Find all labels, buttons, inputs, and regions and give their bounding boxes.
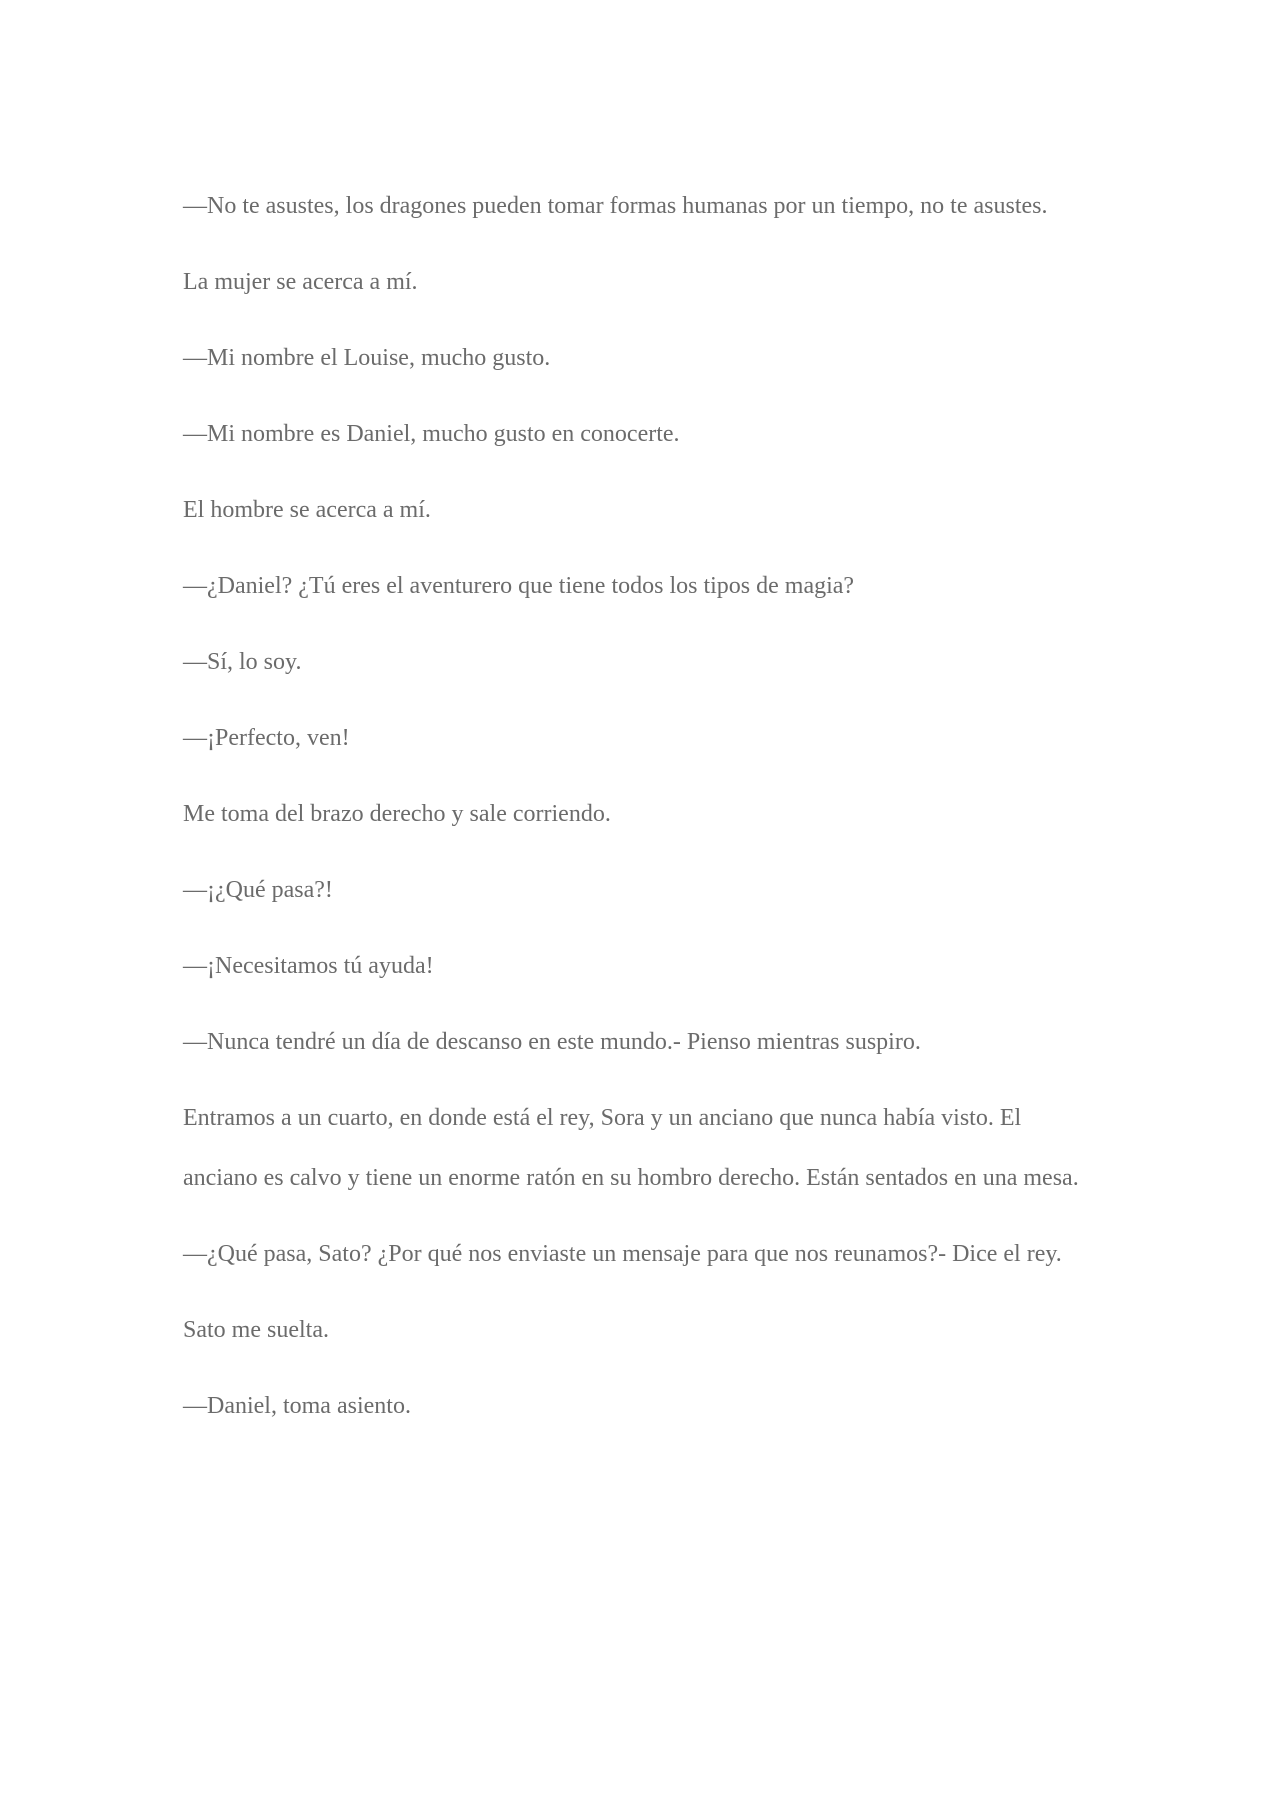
paragraph-5: El hombre se acerca a mí. bbox=[183, 497, 431, 523]
paragraph-4: —Mi nombre es Daniel, mucho gusto en conocerte. bbox=[183, 421, 680, 447]
paragraph-14: —¿Qué pasa, Sato? ¿Por qué nos enviaste un mensaje para que nos reunamos?- Dice el rey. bbox=[183, 1241, 1062, 1267]
document-body bbox=[183, 176, 1093, 1452]
paragraph-12: —Nunca tendré un día de descanso en este mundo.- Pienso mientras suspiro. bbox=[183, 1029, 921, 1055]
paragraph-8: —¡Perfecto, ven! bbox=[183, 725, 350, 751]
paragraph-7: —Sí, lo soy. bbox=[183, 649, 302, 675]
paragraph-2: La mujer se acerca a mí. bbox=[183, 269, 418, 295]
paragraph-16: —Daniel, toma asiento. bbox=[183, 1393, 411, 1419]
paragraph-3: —Mi nombre el Louise, mucho gusto. bbox=[183, 345, 551, 371]
paragraph-9: Me toma del brazo derecho y sale corriendo. bbox=[183, 801, 611, 827]
paragraph-13: Entramos a un cuarto, en donde está el rey, Sora y un anciano que nunca había visto. El anciano es calvo y tiene un enorme ratón en su hombro derecho. Están sentados en una mesa. bbox=[183, 1105, 1079, 1191]
paragraph-11: —¡Necesitamos tú ayuda! bbox=[183, 953, 434, 979]
paragraph-1: —No te asustes, los dragones pueden tomar formas humanas por un tiempo, no te asustes. bbox=[183, 193, 1048, 219]
paragraph-10: —¡¿Qué pasa?! bbox=[183, 877, 333, 903]
paragraph-15: Sato me suelta. bbox=[183, 1317, 329, 1343]
paragraph-6: —¿Daniel? ¿Tú eres el aventurero que tiene todos los tipos de magia? bbox=[183, 573, 855, 599]
